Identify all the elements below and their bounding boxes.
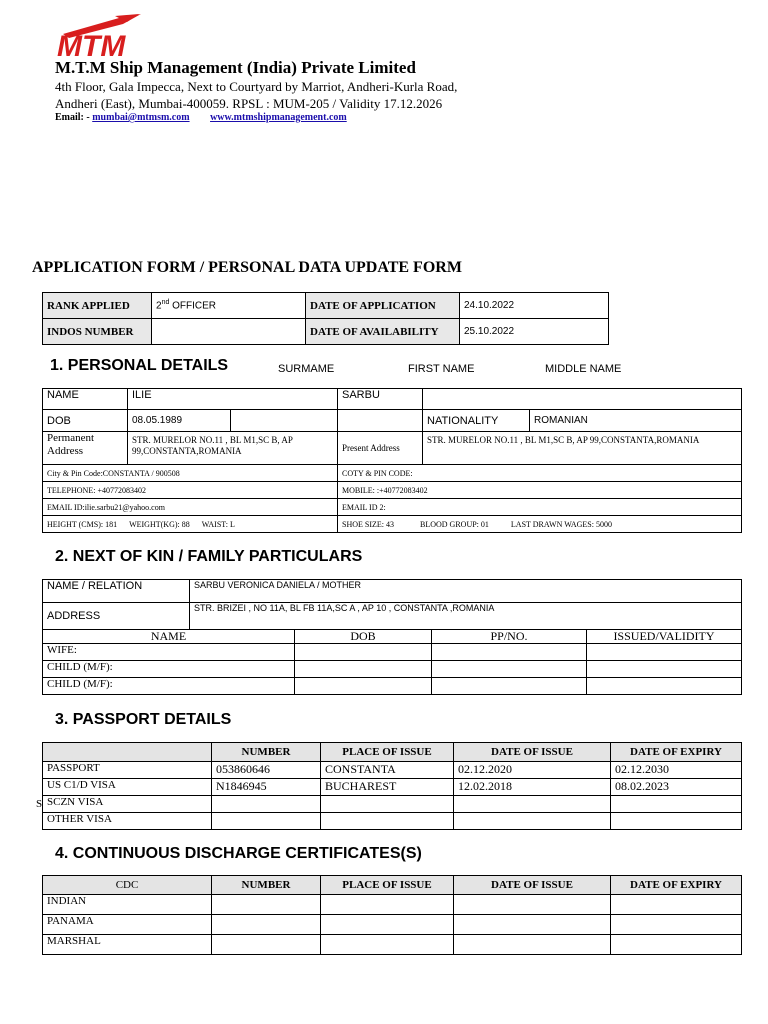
passport-date-issue[interactable]: 12.02.2018 [454, 779, 611, 796]
passport-place[interactable]: BUCHAREST [321, 779, 454, 796]
name-relation-label: NAME / RELATION [43, 580, 190, 603]
cdc-date-issue[interactable] [454, 895, 611, 915]
rank-label: RANK APPLIED [43, 293, 152, 319]
col-middle-name: MIDDLE NAME [545, 363, 622, 375]
kin-cell[interactable] [587, 644, 742, 661]
logo-lettering: MTM [57, 30, 126, 60]
mobile[interactable]: MOBILE: :+40772083402 [338, 482, 742, 499]
passport-date-expiry[interactable] [611, 796, 742, 813]
telephone[interactable]: TELEPHONE: +40772083402 [43, 482, 338, 499]
table-row [43, 813, 742, 830]
cdc-date-expiry[interactable] [611, 895, 742, 915]
email-id-2[interactable]: EMAIL ID 2: [338, 499, 742, 516]
col-first-name: FIRST NAME [408, 363, 475, 375]
passport-header-number: NUMBER [212, 743, 321, 762]
company-address-line2: Andheri (East), Mumbai-400059. RPSL : MUM-205 / Validity 17.12.2026 [55, 96, 443, 111]
middle-name-value[interactable] [423, 389, 742, 410]
rank-value[interactable]: 2nd OFFICER [152, 293, 306, 319]
cdc-date-expiry[interactable] [611, 915, 742, 935]
company-logo [55, 14, 141, 60]
shoe-size: SHOE SIZE: 43 [342, 519, 394, 529]
cdc-header-cdc: CDC [43, 876, 212, 895]
coty-pin[interactable]: COTY & PIN CODE: [338, 465, 742, 482]
table-row [43, 762, 742, 779]
blank-cell[interactable] [338, 410, 423, 432]
surname-value[interactable]: ILIE [128, 389, 338, 410]
weight: WEIGHT(KG): 88 [129, 519, 190, 529]
kin-header-issued-validity: ISSUED/VALIDITY [587, 630, 742, 644]
cdc-country: INDIAN [43, 895, 212, 915]
section3-title: 3. PASSPORT DETAILS [55, 711, 232, 728]
cdc-number[interactable] [212, 935, 321, 955]
contact-line [55, 112, 347, 123]
passport-date-issue[interactable]: 02.12.2020 [454, 762, 611, 779]
passport-header-blank [43, 743, 212, 762]
passport-type: US C1/D VISA [43, 779, 212, 796]
city-pin[interactable]: City & Pin Code:CONSTANTA / 900508 [43, 465, 338, 482]
passport-header-place: PLACE OF ISSUE [321, 743, 454, 762]
kin-cell[interactable] [432, 644, 587, 661]
email-id[interactable]: EMAIL ID:ilie.sarbu21@yahoo.com [43, 499, 338, 516]
passport-number[interactable] [212, 813, 321, 830]
dob-value[interactable]: 08.05.1989 [128, 410, 231, 432]
kin-header-dob: DOB [295, 630, 432, 644]
kin-cell[interactable] [295, 644, 432, 661]
next-of-kin-table [42, 579, 742, 695]
address-label: ADDRESS [43, 603, 190, 630]
passport-date-expiry[interactable]: 08.02.2023 [611, 779, 742, 796]
passport-place[interactable] [321, 796, 454, 813]
passport-date-issue[interactable] [454, 796, 611, 813]
table-row [43, 779, 742, 796]
section1-title: 1. PERSONAL DETAILS [50, 357, 229, 374]
passport-type: SCZN VISA [43, 796, 212, 813]
cdc-country: MARSHAL [43, 935, 212, 955]
cdc-header-date-issue: DATE OF ISSUE [454, 876, 611, 895]
cdc-header-date-expiry: DATE OF EXPIRY [611, 876, 742, 895]
passport-header-date-expiry: DATE OF EXPIRY [611, 743, 742, 762]
kin-cell[interactable] [295, 678, 432, 695]
nationality-value[interactable]: ROMANIAN [530, 410, 742, 432]
table-row [43, 895, 742, 915]
application-summary-table [42, 292, 609, 345]
kin-cell[interactable] [587, 661, 742, 678]
company-address-line1: 4th Floor, Gala Impecca, Next to Courtyard by Marriot, Andheri-Kurla Road, [55, 79, 458, 94]
name-label: NAME [43, 389, 128, 410]
passport-date-expiry[interactable] [611, 813, 742, 830]
kin-header-name: NAME [43, 630, 295, 644]
misc-details[interactable] [338, 516, 742, 533]
kin-cell[interactable] [432, 678, 587, 695]
date-of-availability-value[interactable]: 25.10.2022 [460, 319, 609, 345]
present-address-label: Present Address [338, 432, 423, 465]
kin-cell[interactable] [587, 678, 742, 695]
table-row [43, 935, 742, 955]
form-title: APPLICATION FORM / PERSONAL DATA UPDATE FORM [32, 259, 462, 276]
kin-row-wife[interactable]: WIFE: [43, 644, 295, 661]
section2-title: 2. NEXT OF KIN / FAMILY PARTICULARS [55, 548, 363, 565]
cdc-country: PANAMA [43, 915, 212, 935]
passport-date-expiry[interactable]: 02.12.2030 [611, 762, 742, 779]
address-value[interactable]: STR. BRIZEI , NO 11A, BL FB 11A,SC A , AP 10 , CONSTANTA ,ROMANIA [190, 603, 742, 630]
date-of-application-value[interactable]: 24.10.2022 [460, 293, 609, 319]
passport-header-date-issue: DATE OF ISSUE [454, 743, 611, 762]
nationality-label: NATIONALITY [423, 410, 530, 432]
blood-group: BLOOD GROUP: 01 [420, 519, 489, 529]
present-address-value[interactable]: STR. MURELOR NO.11 , BL M1,SC B, AP 99,CONSTANTA,ROMANIA [423, 432, 742, 465]
kin-header-ppno: PP/NO. [432, 630, 587, 644]
passport-details-table [42, 742, 742, 830]
table-row [43, 915, 742, 935]
passport-number[interactable] [212, 796, 321, 813]
cdc-place[interactable] [321, 915, 454, 935]
passport-number[interactable]: 053860646 [212, 762, 321, 779]
permanent-address-label: Permanent Address [43, 432, 128, 465]
cdc-date-issue[interactable] [454, 915, 611, 935]
waist: WAIST: L [201, 519, 235, 529]
cdc-number[interactable] [212, 915, 321, 935]
body-measurements[interactable] [43, 516, 338, 533]
company-name: M.T.M Ship Management (India) Private Limited [55, 58, 416, 77]
kin-row-child-1[interactable]: CHILD (M/F): [43, 661, 295, 678]
height: HEIGHT (CMS): 181 [47, 519, 118, 529]
section4-title: 4. CONTINUOUS DISCHARGE CERTIFICATES(S) [55, 845, 422, 862]
cdc-place[interactable] [321, 935, 454, 955]
col-surname: SURMAME [278, 363, 335, 375]
first-name-value[interactable]: SARBU [338, 389, 423, 410]
cdc-date-issue[interactable] [454, 935, 611, 955]
stray-letter: S [36, 798, 43, 810]
kin-cell[interactable] [432, 661, 587, 678]
personal-details-table [42, 388, 742, 533]
email-link[interactable]: mumbai@mtmsm.com [92, 112, 190, 123]
passport-type: PASSPORT [43, 762, 212, 779]
indos-label: INDOS NUMBER [43, 319, 152, 345]
dob-label: DOB [43, 410, 128, 432]
cdc-place[interactable] [321, 895, 454, 915]
permanent-address-value[interactable]: STR. MURELOR NO.11 , BL M1,SC B, AP 99,CONSTANTA,ROMANIA [128, 432, 338, 465]
cdc-header-place: PLACE OF ISSUE [321, 876, 454, 895]
name-relation-value[interactable]: SARBU VERONICA DANIELA / MOTHER [190, 580, 742, 603]
cdc-number[interactable] [212, 895, 321, 915]
cdc-date-expiry[interactable] [611, 935, 742, 955]
date-of-availability-label: DATE OF AVAILABILITY [306, 319, 460, 345]
passport-place[interactable] [321, 813, 454, 830]
passport-type: OTHER VISA [43, 813, 212, 830]
mtm-logo-graphic [55, 14, 141, 60]
table-row [43, 796, 742, 813]
indos-value[interactable] [152, 319, 306, 345]
dob-extra-cell[interactable] [231, 410, 338, 432]
date-of-application-label: DATE OF APPLICATION [306, 293, 460, 319]
kin-row-child-2[interactable]: CHILD (M/F): [43, 678, 295, 695]
email-label: Email: - [55, 112, 90, 123]
passport-place[interactable]: CONSTANTA [321, 762, 454, 779]
passport-date-issue[interactable] [454, 813, 611, 830]
cdc-table [42, 875, 742, 955]
cdc-header-number: NUMBER [212, 876, 321, 895]
website-link[interactable]: www.mtmshipmanagement.com [210, 112, 347, 123]
passport-number[interactable]: N1846945 [212, 779, 321, 796]
last-drawn-wages: LAST DRAWN WAGES: 5000 [510, 519, 612, 529]
kin-cell[interactable] [295, 661, 432, 678]
